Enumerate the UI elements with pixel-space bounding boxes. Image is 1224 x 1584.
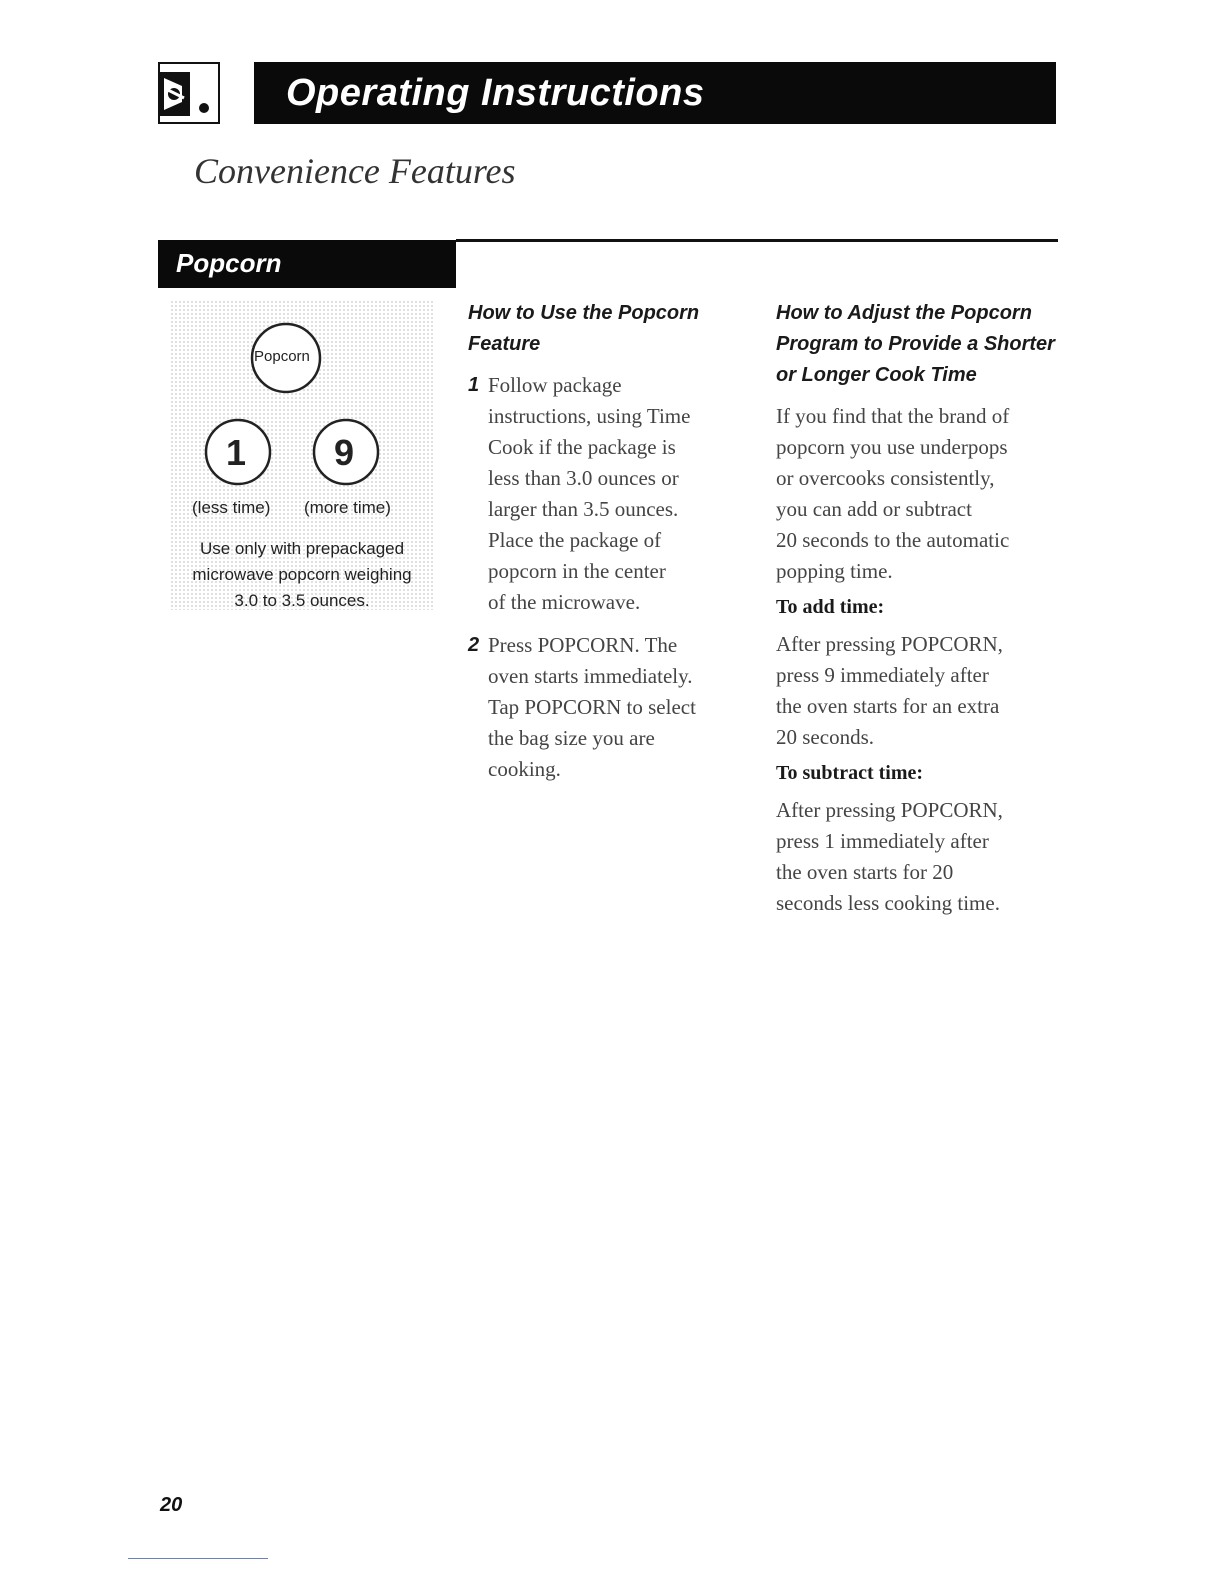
microwave-section-icon <box>160 64 218 122</box>
popcorn-keypad-illustration <box>170 300 434 610</box>
popcorn-tab: Popcorn <box>158 240 456 288</box>
button-1-label: 1 <box>226 432 247 473</box>
subtract-time-heading: To subtract time: <box>776 762 924 784</box>
add-time-heading: To add time: <box>776 596 885 618</box>
popcorn-button-label: Popcorn <box>254 348 310 365</box>
how-to-adjust-column <box>776 298 1066 925</box>
how-to-use-column <box>468 298 758 797</box>
less-time-label: (less time) <box>192 498 271 517</box>
section-title: Convenience Features <box>194 151 516 191</box>
header-title: Operating Instructions <box>254 62 1056 124</box>
step-1: 1 Follow package instructions, using Time Cook if the package is less than 3.0 ounces or larger than 3.5 ounces. Place the package of popcorn in the center of the microwave. <box>468 370 758 618</box>
footer-line <box>128 1558 268 1559</box>
more-time-label: (more time) <box>304 498 391 517</box>
step-number: 1 <box>468 374 480 396</box>
subtract-time-text: After pressing POPCORN, press 1 immediately after the oven starts for 20 seconds less cooking time. <box>776 798 1003 915</box>
how-to-adjust-heading: How to Adjust the Popcorn Program to Provide a Shorter or Longer Cook Time <box>776 302 1055 386</box>
note-line: 3.0 to 3.5 ounces. <box>234 591 370 610</box>
section-icon <box>158 62 220 124</box>
button-9-label: 9 <box>334 432 355 473</box>
add-time-text: After pressing POPCORN, press 9 immediately after the oven starts for an extra 20 seconds. <box>776 632 1003 749</box>
step-2: 2 Press POPCORN. The oven starts immediately. Tap POPCORN to select the bag size you are cooking. <box>468 630 758 785</box>
how-to-use-heading: How to Use the Popcorn Feature <box>468 302 700 355</box>
popcorn-note <box>170 536 434 614</box>
note-line: Use only with prepackaged <box>199 539 405 558</box>
page-number: 20 <box>160 1494 183 1516</box>
step-number: 2 <box>468 634 480 656</box>
note-line: microwave popcorn weighing <box>192 565 412 584</box>
section-rule <box>456 239 1058 242</box>
adjust-intro: If you find that the brand of popcorn you use underpops or overcooks consistently, you can add or subtract 20 seconds to the automatic popping time. <box>776 404 1010 583</box>
